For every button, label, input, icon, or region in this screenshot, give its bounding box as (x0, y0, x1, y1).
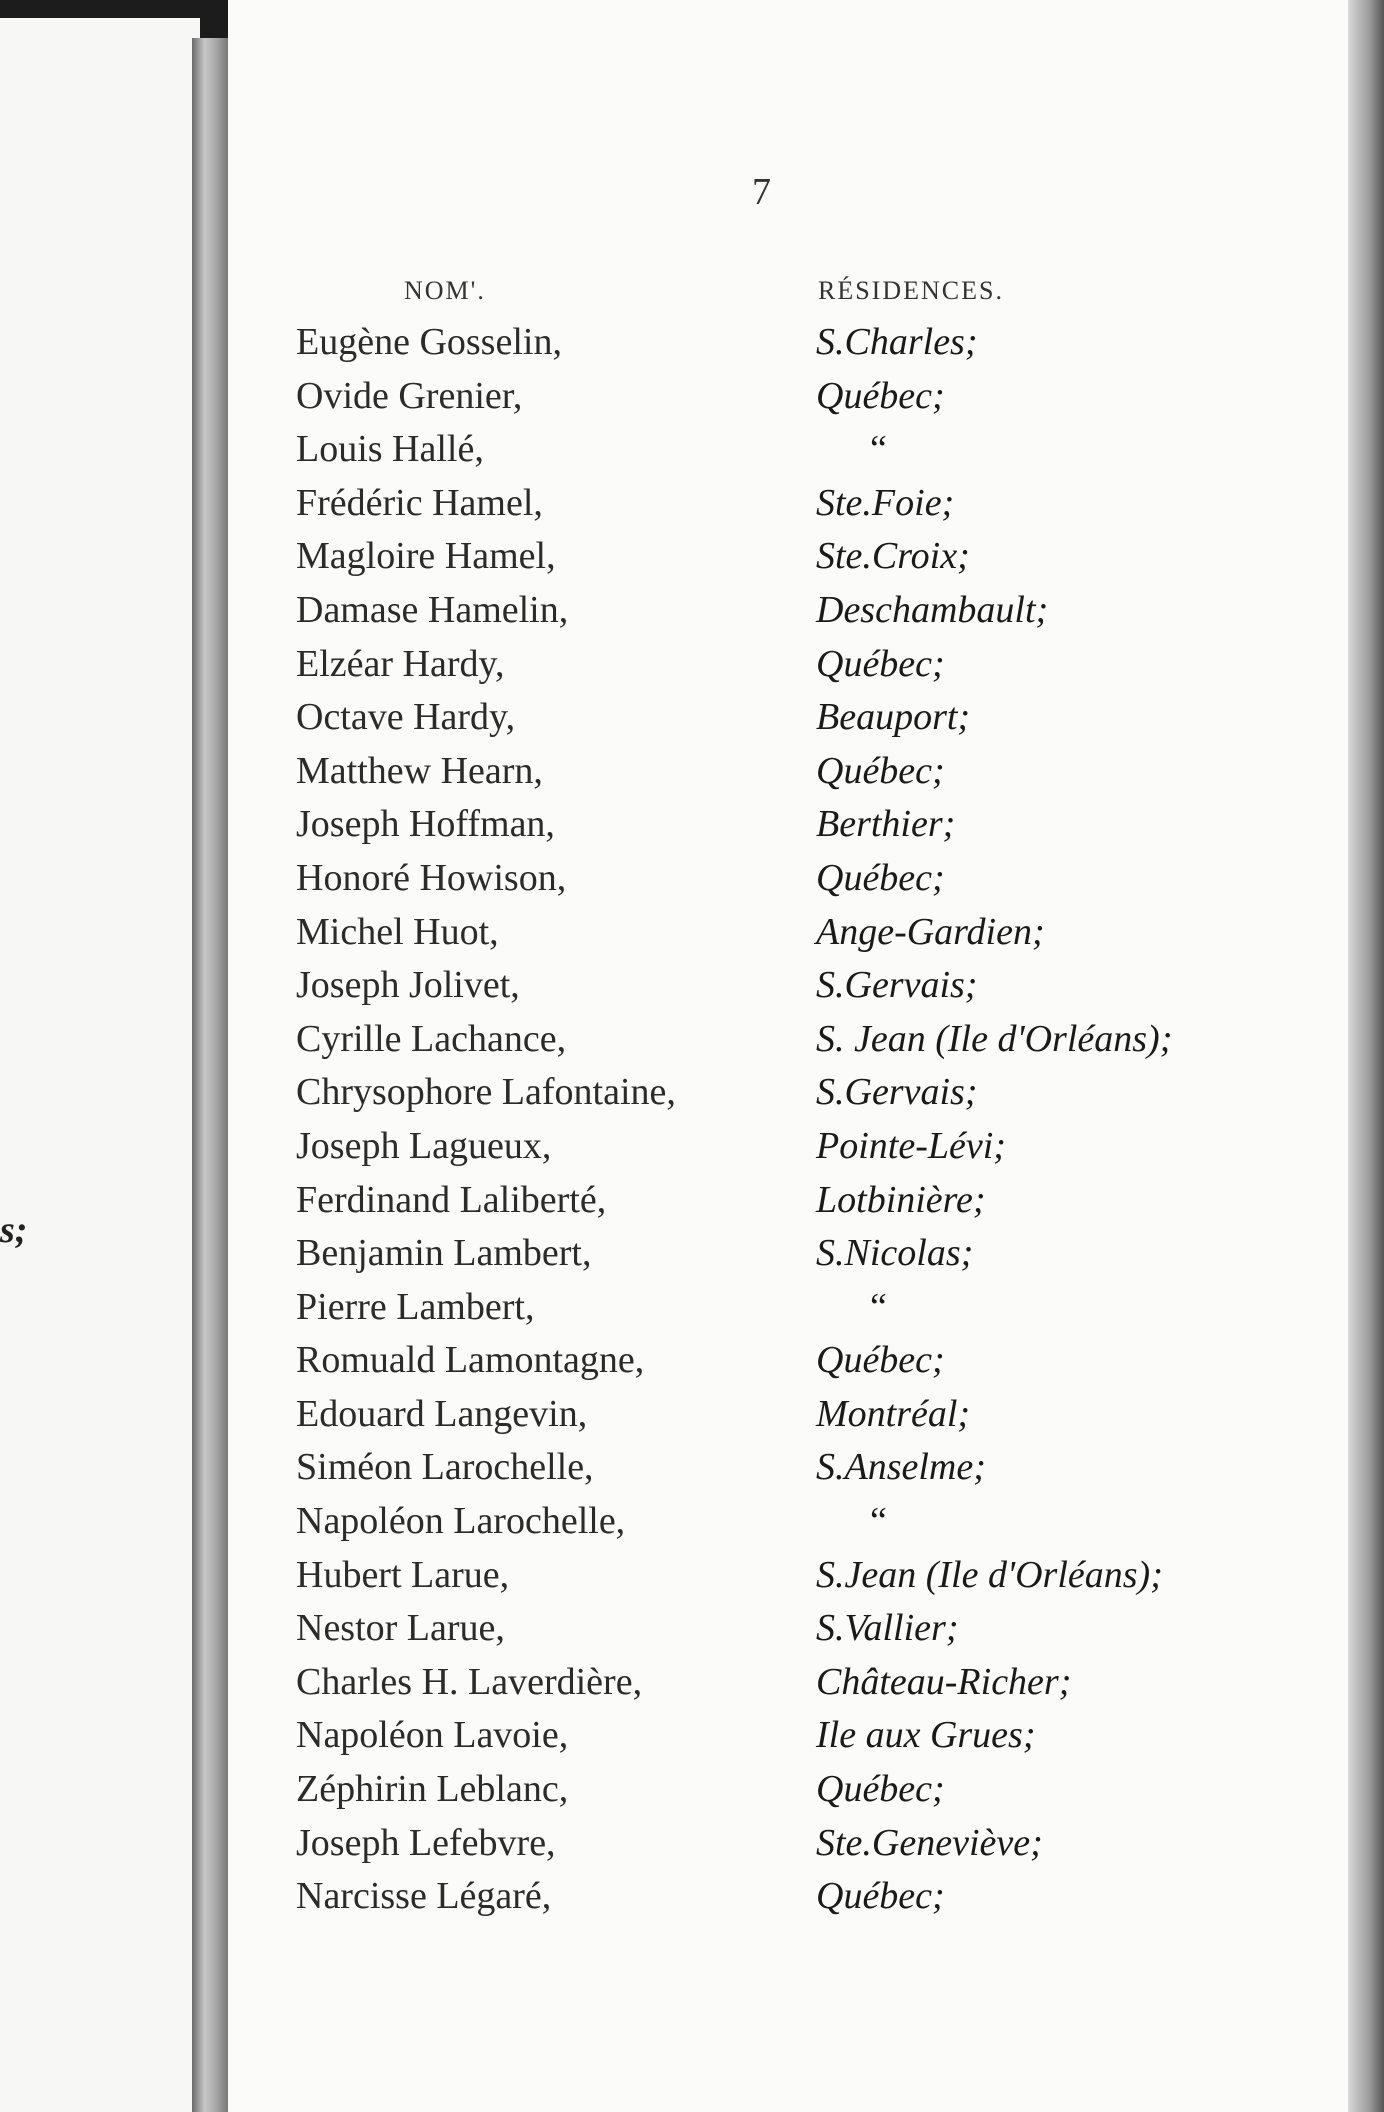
list-item (228, 1338, 1348, 1392)
entry-residence: Québec; (816, 1339, 945, 1382)
entry-name: Michel Huot, (296, 910, 499, 953)
left-page-bleed-text: s; (0, 1209, 28, 1251)
entry-residence: S.Nicolas; (816, 1232, 974, 1275)
entry-residence: S.Gervais; (816, 964, 978, 1007)
page-number: 7 (752, 171, 771, 213)
entry-list (228, 320, 1348, 1928)
entry-residence: S.Vallier; (816, 1607, 959, 1650)
list-item (228, 534, 1348, 588)
list-item (228, 802, 1348, 856)
entry-residence: S.Jean (Ile d'Orléans); (816, 1553, 1163, 1596)
entry-name: Frédéric Hamel, (296, 481, 543, 524)
entry-name: Ferdinand Laliberté, (296, 1178, 607, 1221)
entry-residence: S. Jean (Ile d'Orléans); (816, 1017, 1173, 1060)
entry-name: Magloire Hamel, (296, 535, 556, 578)
entry-name: Louis Hallé, (296, 428, 484, 471)
entry-residence: Ange-Gardien; (816, 910, 1045, 953)
entry-residence: Ste.Croix; (816, 535, 970, 578)
entry-name: Charles H. Laverdière, (296, 1660, 643, 1703)
list-item (228, 749, 1348, 803)
entry-residence: S.Charles; (816, 321, 978, 363)
entry-name: Napoléon Larochelle, (296, 1500, 626, 1543)
entry-name: Elzéar Hardy, (296, 642, 505, 685)
entry-name: Benjamin Lambert, (296, 1232, 592, 1275)
entry-residence: Québec; (816, 856, 945, 899)
entry-residence: “ (870, 1285, 887, 1328)
entry-name: Narcisse Légaré, (296, 1875, 552, 1918)
list-item (228, 320, 1348, 374)
list-item (228, 1499, 1348, 1553)
entry-residence: Lotbinière; (816, 1178, 986, 1221)
residences-column-header: RÉSIDENCES. (818, 276, 1004, 305)
list-item (228, 1392, 1348, 1446)
entry-residence: Pointe-Lévi; (816, 1124, 1006, 1167)
book-gutter (192, 38, 228, 2112)
entry-name: Joseph Lagueux, (296, 1124, 552, 1167)
page-edge (1348, 0, 1384, 2112)
entry-residence: Québec; (816, 1768, 945, 1811)
list-item (228, 1178, 1348, 1232)
list-item (228, 856, 1348, 910)
entry-name: Joseph Jolivet, (296, 964, 520, 1007)
list-item (228, 910, 1348, 964)
entry-name: Edouard Langevin, (296, 1392, 588, 1435)
list-item (228, 1445, 1348, 1499)
list-item (228, 374, 1348, 428)
list-item (228, 695, 1348, 749)
entry-residence: Château-Richer; (816, 1660, 1072, 1703)
list-item (228, 963, 1348, 1017)
entry-name: Hubert Larue, (296, 1553, 510, 1596)
entry-residence: Deschambault; (816, 588, 1049, 631)
entry-name: Siméon Larochelle, (296, 1446, 594, 1489)
list-item (228, 427, 1348, 481)
list-item (228, 1874, 1348, 1928)
entry-residence: Beauport; (816, 696, 971, 739)
entry-residence: S.Gervais; (816, 1071, 978, 1114)
left-page (0, 18, 200, 2112)
entry-name: Nestor Larue, (296, 1607, 505, 1650)
entry-residence: Montréal; (816, 1392, 971, 1435)
right-page (228, 0, 1348, 2112)
entry-name: Cyrille Lachance, (296, 1017, 567, 1060)
entry-name: Octave Hardy, (296, 696, 516, 739)
list-item (228, 1553, 1348, 1607)
entry-residence: Ste.Foie; (816, 481, 955, 524)
entry-name: Damase Hamelin, (296, 588, 569, 631)
list-item (228, 588, 1348, 642)
entry-residence: Ste.Geneviève; (816, 1821, 1043, 1864)
list-item (228, 1821, 1348, 1875)
list-item (228, 1606, 1348, 1660)
entry-residence: Québec; (816, 642, 945, 685)
entry-residence: Québec; (816, 749, 945, 792)
entry-name: Honoré Howison, (296, 856, 567, 899)
list-item (228, 1767, 1348, 1821)
entry-name: Pierre Lambert, (296, 1285, 535, 1328)
list-item (228, 1124, 1348, 1178)
entry-name: Romuald Lamontagne, (296, 1339, 645, 1382)
entry-residence: Québec; (816, 1875, 945, 1918)
list-item (228, 1713, 1348, 1767)
list-item (228, 642, 1348, 696)
entry-residence: Ile aux Grues; (816, 1714, 1036, 1757)
entry-residence: “ (870, 428, 887, 471)
entry-residence: Québec; (816, 374, 945, 417)
list-item (228, 1660, 1348, 1714)
entry-residence: “ (870, 1500, 887, 1543)
entry-name: Ovide Grenier, (296, 374, 523, 417)
list-item (228, 481, 1348, 535)
entry-name: Joseph Hoffman, (296, 803, 555, 846)
entry-name: Chrysophore Lafontaine, (296, 1071, 676, 1114)
list-item (228, 1017, 1348, 1071)
entry-name: Matthew Hearn, (296, 749, 543, 792)
entry-residence: Berthier; (816, 803, 956, 846)
entry-name: Zéphirin Leblanc, (296, 1768, 569, 1811)
list-item (228, 1231, 1348, 1285)
entry-name: Eugène Gosselin, (296, 321, 562, 363)
entry-residence: S.Anselme; (816, 1446, 986, 1489)
list-item (228, 1285, 1348, 1339)
list-item (228, 1070, 1348, 1124)
entry-name: Napoléon Lavoie, (296, 1714, 569, 1757)
names-column-header: NOM'. (404, 276, 486, 305)
entry-name: Joseph Lefebvre, (296, 1821, 556, 1864)
